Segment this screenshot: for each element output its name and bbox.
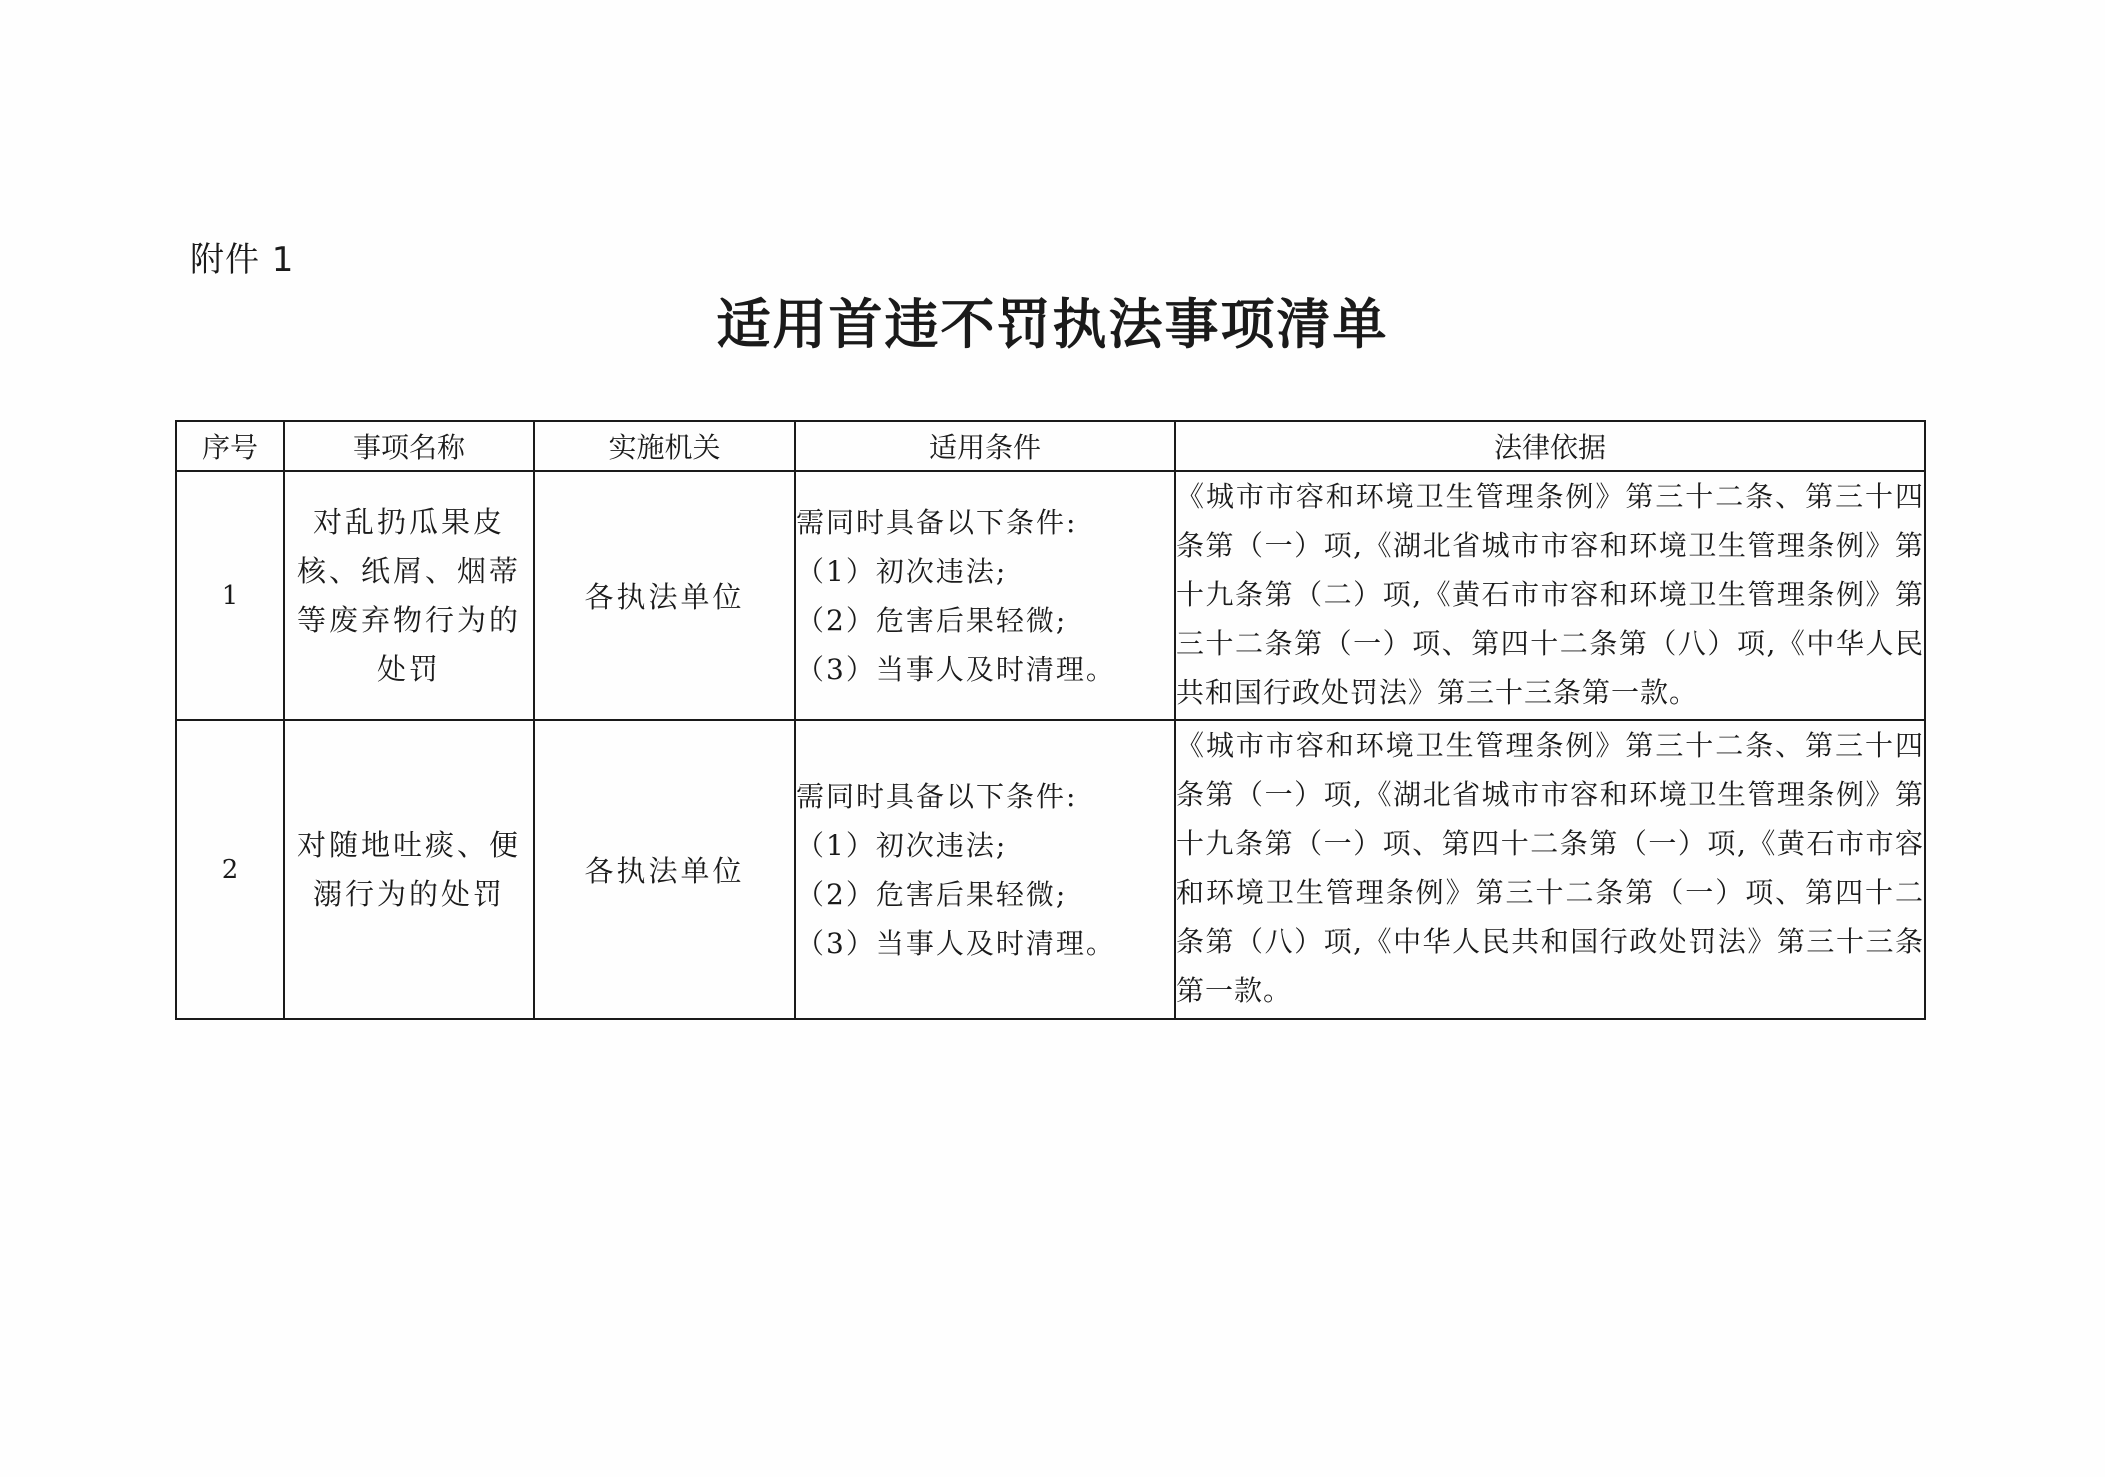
condition-line: （3）当事人及时清理。 bbox=[796, 926, 1116, 960]
row-conditions bbox=[795, 720, 1175, 1019]
condition-line: （3）当事人及时清理。 bbox=[796, 652, 1116, 686]
table-row bbox=[176, 471, 1925, 720]
condition-line: 需同时具备以下条件: bbox=[796, 505, 1078, 539]
header-item-name: 事项名称 bbox=[284, 421, 534, 471]
table-row bbox=[176, 720, 1925, 1019]
row-conditions bbox=[795, 471, 1175, 720]
header-legal-basis: 法律依据 bbox=[1175, 421, 1925, 471]
condition-line: （1）初次违法; bbox=[796, 828, 1008, 862]
row-item-name: 对乱扔瓜果皮核、纸屑、烟蒂等废弃物行为的处罚 bbox=[284, 471, 534, 720]
attachment-label: 附件 1 bbox=[190, 240, 295, 280]
document-title: 适用首违不罚执法事项清单 bbox=[716, 293, 1389, 356]
row-implementing-agency: 各执法单位 bbox=[534, 471, 795, 720]
condition-line: 需同时具备以下条件: bbox=[796, 779, 1078, 813]
condition-line: （1）初次违法; bbox=[796, 554, 1008, 588]
row-legal-basis: 《城市市容和环境卫生管理条例》第三十二条、第三十四条第（一）项,《湖北省城市市容和环境卫生管理条例》第十九条第（一）项、第四十二条第（一）项,《黄石市市容和环境卫生管理条例》第三十二条第（一）项、第四十二条第（八）项,《中华人民共和国行政处罚法》第三十三条第一款。 bbox=[1175, 720, 1925, 1019]
row-serial-number: 1 bbox=[176, 471, 284, 720]
row-legal-basis: 《城市市容和环境卫生管理条例》第三十二条、第三十四条第（一）项,《湖北省城市市容和环境卫生管理条例》第十九条第（二）项,《黄石市市容和环境卫生管理条例》第三十二条第（一）项、第四十二条第（八）项,《中华人民共和国行政处罚法》第三十三条第一款。 bbox=[1175, 471, 1925, 720]
row-serial-number: 2 bbox=[176, 720, 284, 1019]
condition-line: （2）危害后果轻微; bbox=[796, 877, 1068, 911]
row-item-name: 对随地吐痰、便溺行为的处罚 bbox=[284, 720, 534, 1019]
header-applicable-conditions: 适用条件 bbox=[795, 421, 1175, 471]
row-implementing-agency: 各执法单位 bbox=[534, 720, 795, 1019]
header-implementing-agency: 实施机关 bbox=[534, 421, 795, 471]
header-serial-number: 序号 bbox=[176, 421, 284, 471]
items-table bbox=[175, 420, 1926, 1020]
table-header-row bbox=[176, 421, 1925, 471]
condition-line: （2）危害后果轻微; bbox=[796, 603, 1068, 637]
